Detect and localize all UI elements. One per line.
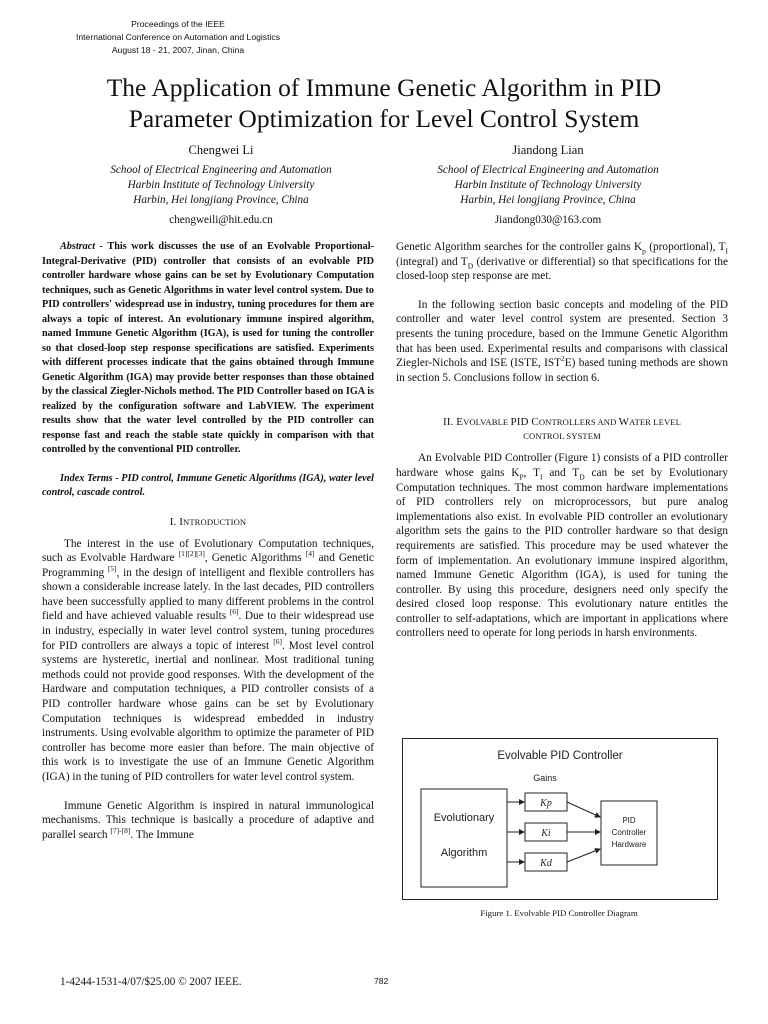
right-paragraph-2: In the following section basic concepts and modeling of the PID controller and water level control system are presented. Section 3 presents the tuning procedure, based on the Immune Genetic Algorithm that has been used. Experimental results and comparisons with classical Ziegler-Nichols and ISE (ISTE, IST$^2$E) based tuning methods are shown in section 5. Conclusions follow in section 6. — [396, 298, 728, 384]
author-name: Jiandong Lian — [512, 143, 584, 157]
title-line-2: Parameter Optimization for Level Control System — [128, 104, 640, 133]
author-affiliation-1: School of Electrical Engineering and Automation — [437, 164, 659, 176]
title-line-1: The Application of Immune Genetic Algorithm in PID — [106, 73, 662, 102]
abstract-label: Abstract - — [60, 241, 104, 252]
abstract-text: This work discusses the use of an Evolvable Proportional-Integral-Derivative (PID) controller that consists of an evolvable PID controller hardware whose gains can be set by Evolutionary Computation techniques, such as Genetic Algorithms in water level control system. Due to PID controllers' widespread use in industry, tuning procedures for them are always a topic of interest. An evolutionary immune inspired algorithm, named Immune Genetic Algorithm (IGA), is used for tuning the controller so that closed-loop step response specifications are satisfied. Experiments with different processes indicate that the gains obtained through Immune Genetic Algorithm (IGA) may provide better responses than those obtained by the classical Ziegler-Nichols method. The PID Controller based on IGA is realized by the configuration software and LabVIEW. The experiment results show that the water level controlled by the PID controller can response fast and reach the stable state quickly in comparison with that controlled by the conventional PID controller. — [42, 241, 374, 455]
proceedings-header — [0, 18, 356, 57]
section-heading-introduction: I. INTRODUCTION — [169, 515, 247, 528]
author-email[interactable]: chengweili@hit.edu.cn — [169, 214, 273, 226]
proceedings-line-3: August 18 - 21, 2007, Jinan, China — [111, 45, 245, 55]
ki-label: Ki — [541, 828, 551, 839]
proceedings-line-1: Proceedings of the IEEE — [131, 19, 225, 29]
left-column — [42, 240, 374, 842]
author-affiliation-3: Harbin, Hei longjiang Province, China — [460, 194, 636, 206]
citation: [7]-[8] — [110, 826, 131, 836]
author-email[interactable]: Jiandong030@163.com — [494, 214, 602, 226]
abstract — [42, 240, 374, 458]
arrow-kp-to-pid — [567, 802, 600, 817]
proceedings-line-2: International Conference on Automation and Logistics — [76, 32, 280, 42]
footer-copyright: 1-4244-1531-4/07/$25.00 © 2007 IEEE. — [60, 976, 242, 988]
author-block-1 — [56, 143, 386, 227]
figure-1-caption: Figure 1. Evolvable PID Controller Diagram — [480, 908, 638, 918]
figure-1-diagram — [402, 738, 718, 900]
paper-title — [30, 72, 738, 134]
author-affiliation-2: Harbin Institute of Technology University — [454, 179, 642, 191]
citation: [4] — [305, 549, 315, 559]
arrow-kd-to-pid — [567, 849, 600, 862]
intro-paragraph-1: The interest in the use of Evolutionary Computation techniques, such as Evolvable Hardware [1][2][3], Genetic Algorithms [4] and Genetic Programming [5], in the design of intelligent and flexible controllers has shown a considerable increase lately. In the last decades, PID controllers have been successfully applied to many different problems in the control field and have achieved valuable results [6]. Due to their widespread use in industry, especially in water level control system, tuning procedures for PID controllers are always a topic of interest [6]. Most level control systems are hysteretic, inertial and nonlinear. Most traditional tuning methods could not provide good responses. With the development of the Hardware and computation techniques, a PID controller consists of a PID controller hardware whose gains can be set by Evolutionary Computation techniques is widespread embedded in industry instruments. Using evolvable algorithm to optimize the parameter of PID controller has become more easier than before. The main objective of this work is to investigate the use of an Immune Genetic Algorithm (IGA) in the tuning of PID controllers for water level control system. — [42, 537, 375, 783]
right-paragraph-3: An Evolvable PID Controller (Figure 1) consists of a PID controller hardware whose gains $K_P$, $T_I$ and $T_D$ can be set by Evolutionary Computation techniques. The most common hardware implementations of PID controllers rely on microprocessors, but pure analog implementations also exist. In evolvable PID controller an evolutionary algorithm sets the gains to the PID controller hardware so that design requirements are satisfied. This procedure may be used whatever the form of implementation. An evolutionary immune inspired algorithm, named Immune Genetic Algorithm (IGA), is used for tuning the controller. By using this procedure, designers need only specify the desired closed loop response. This evolutionary nature entitles the controller to self-adaptations, which are important in applications where controllers need to operate for long periods in harsh environments. — [396, 452, 728, 640]
citation: [6] — [273, 636, 282, 646]
author-affiliation-1: School of Electrical Engineering and Automation — [110, 164, 332, 176]
right-paragraph-1: Genetic Algorithm searches for the controller gains $K_p$ (proportional), $T_I$ (integral) and $T_D$ (derivative or differential) so that specifications for the closed-loop step response are met. — [396, 241, 728, 283]
evo-label-2: Algorithm — [440, 847, 488, 859]
pid-label-2: Controller — [611, 828, 647, 837]
right-column — [396, 240, 728, 641]
author-affiliation-3: Harbin, Hei longjiang Province, China — [133, 194, 309, 206]
pid-label-1: PID — [622, 816, 636, 825]
citation: [6] — [229, 607, 239, 617]
kp-label: Kp — [540, 798, 552, 809]
index-terms: Index Terms - PID control, Immune Genetic Algorithms (IGA), water level control, cascade control. — [42, 472, 374, 498]
evolutionary-algorithm-box — [421, 789, 507, 887]
intro-paragraph-2: Immune Genetic Algorithm is inspired in natural immunological mechanisms. This technique is basically a procedure of adaptive and parallel search [7]-[8]. The Immune — [42, 799, 374, 841]
evo-label-1: Evolutionary — [433, 812, 495, 824]
section-heading-2: II. EVOLVABLE PID CONTROLLERS AND WATER LEVEL CONTROL SYSTEM — [443, 416, 681, 442]
citation: [1][2][3] — [178, 549, 205, 559]
author-name: Chengwei Li — [188, 143, 254, 157]
gains-label: Gains — [533, 773, 557, 783]
citation: [5] — [107, 563, 117, 573]
author-affiliation-2: Harbin Institute of Technology University — [127, 179, 315, 191]
author-block-2 — [383, 143, 713, 227]
diagram-title: Evolvable PID Controller — [497, 750, 623, 762]
pid-diagram-svg — [403, 739, 717, 899]
kd-label: Kd — [540, 858, 552, 869]
pid-label-3: Hardware — [611, 840, 647, 849]
page-number: 782 — [374, 976, 389, 986]
